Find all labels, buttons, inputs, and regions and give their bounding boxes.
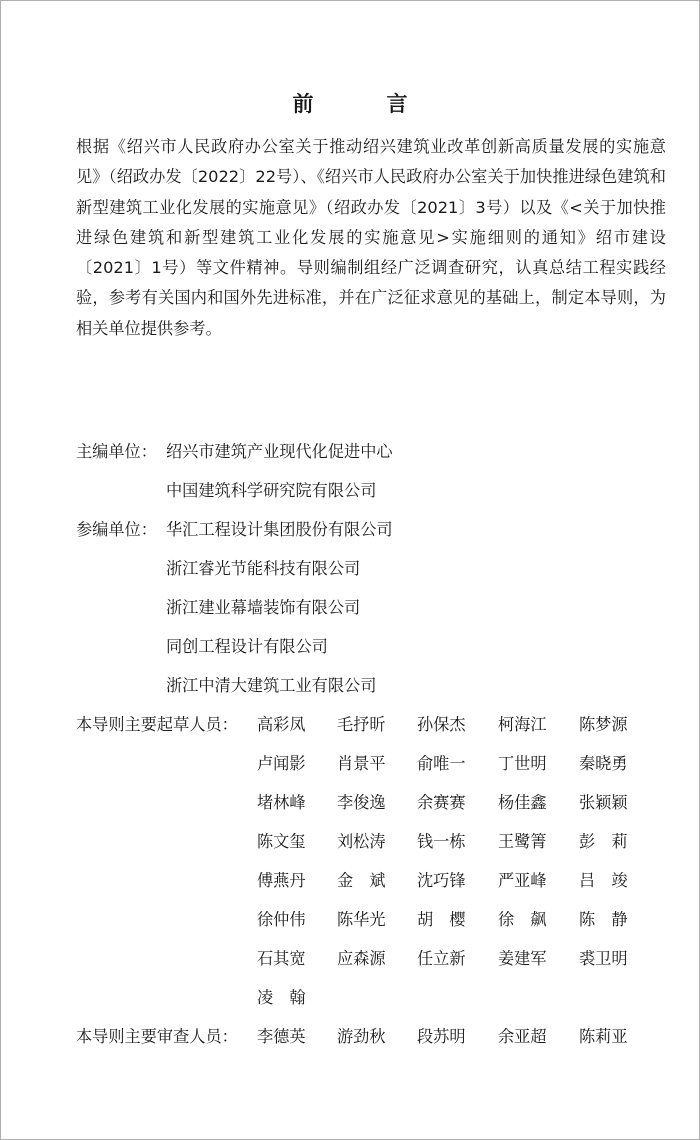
- drafter-name: 高彩凤: [257, 715, 306, 734]
- drafter-name: 石其宽: [257, 949, 306, 968]
- drafter-name: 沈巧锋: [417, 871, 466, 890]
- drafter-name: 秦晓勇: [579, 754, 628, 773]
- drafter-name: 陈 静: [579, 910, 628, 929]
- drafter-name: 金 斌: [337, 871, 386, 890]
- co-editor-unit: 同创工程设计有限公司: [166, 637, 328, 656]
- drafter-name: 陈文玺: [257, 832, 306, 851]
- drafter-name: 俞唯一: [417, 754, 466, 773]
- drafter-name: 王鹭箐: [498, 832, 547, 851]
- drafter-name: 李俊逸: [337, 793, 386, 812]
- drafter-name: 孙保杰: [417, 715, 466, 734]
- chief-editor-unit: 绍兴市建筑产业现代化促进中心: [166, 442, 393, 461]
- drafter-name: 刘松涛: [337, 832, 386, 851]
- chief-editor-unit: 中国建筑科学研究院有限公司: [166, 481, 377, 500]
- reviewer-name: 陈莉亚: [579, 1027, 628, 1046]
- drafter-name: 柯海江: [498, 715, 547, 734]
- reviewer-name: 段苏明: [417, 1027, 466, 1046]
- drafters-label: 本导则主要起草人员：: [76, 715, 238, 734]
- preface-paragraph: 根据《绍兴市人民政府办公室关于推动绍兴建筑业改革创新高质量发展的实施意见》（绍政办发〔2022〕22号）、《绍兴市人民政府办公室关于加快推进绿色建筑和新型建筑工业化发展的实施意见》（绍政办发〔2021〕3号）以及《<关于加快推进绿色建筑和新型建筑工业化发展的实施意见>实施细则的通知》绍市建设〔2021〕1号）等文件精神。导则编制组经广泛调查研究，认真总结工程实践经验，参考有关国内和国外先进标准，并在广泛征求意见的基础上，制定本导则，为相关单位提供参考。: [76, 137, 666, 338]
- drafter-name: 吕 竣: [579, 871, 628, 890]
- reviewer-name: 游劲秋: [337, 1027, 386, 1046]
- co-editor-unit: 华汇工程设计集团股份有限公司: [166, 520, 393, 539]
- drafter-name: 杨佳鑫: [498, 793, 547, 812]
- drafter-name: 徐 飙: [498, 910, 547, 929]
- drafter-name: 堵林峰: [257, 793, 306, 812]
- co-editor-unit: 浙江建业幕墙装饰有限公司: [166, 598, 361, 617]
- drafter-name: 张颖颖: [579, 793, 628, 812]
- drafter-name: 裘卫明: [579, 949, 628, 968]
- drafter-name: 胡 樱: [417, 910, 466, 929]
- drafter-name: 彭 莉: [579, 832, 628, 851]
- page-title: 前 言: [292, 92, 434, 116]
- reviewer-name: 余亚超: [498, 1027, 547, 1046]
- drafter-name: 徐仲伟: [257, 910, 306, 929]
- drafter-name: 姜建军: [498, 949, 547, 968]
- drafter-name: 严亚峰: [498, 871, 547, 890]
- drafter-name: 余赛赛: [417, 793, 466, 812]
- drafter-name: 傅燕丹: [257, 871, 306, 890]
- co-editor-label: 参编单位：: [76, 520, 157, 539]
- drafter-name: 陈华光: [337, 910, 386, 929]
- drafter-name: 钱一栋: [417, 832, 466, 851]
- drafter-name: 卢闻影: [257, 754, 306, 773]
- drafter-name: 任立新: [417, 949, 466, 968]
- co-editor-unit: 浙江中清大建筑工业有限公司: [166, 676, 377, 695]
- drafter-name: 凌 翰: [257, 988, 306, 1007]
- co-editor-unit: 浙江睿光节能科技有限公司: [166, 559, 361, 578]
- chief-editor-label: 主编单位：: [76, 442, 157, 461]
- drafter-name: 毛抒昕: [337, 715, 386, 734]
- drafter-name: 丁世明: [498, 754, 547, 773]
- drafter-name: 肖景平: [337, 754, 386, 773]
- reviewer-name: 李德英: [257, 1027, 306, 1046]
- drafter-name: 应森源: [337, 949, 386, 968]
- drafter-name: 陈梦源: [579, 715, 628, 734]
- reviewers-label: 本导则主要审查人员：: [76, 1027, 238, 1046]
